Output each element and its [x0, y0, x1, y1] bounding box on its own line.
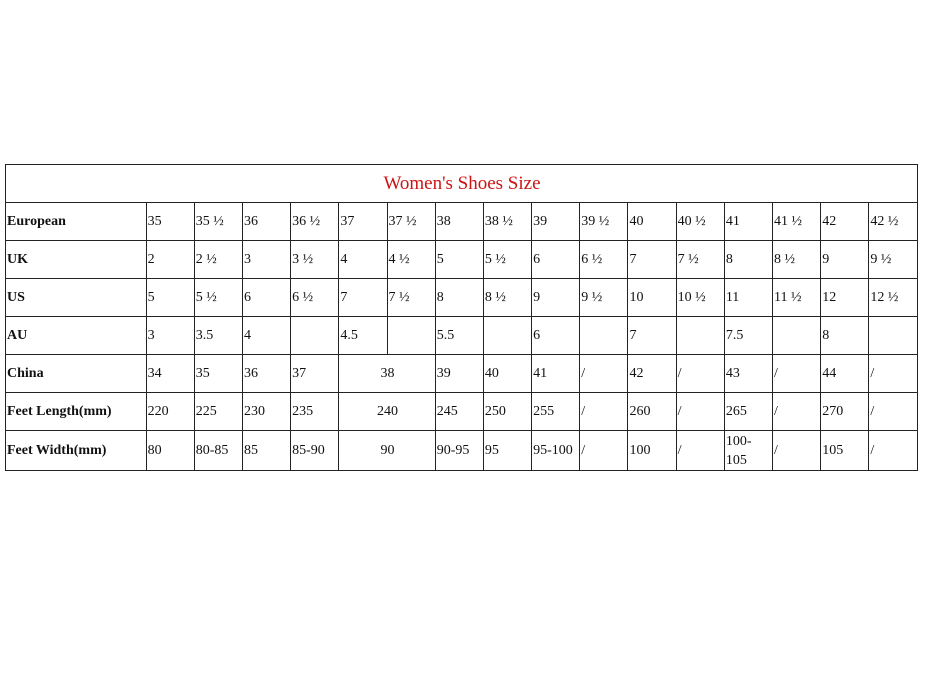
table-cell: / — [676, 431, 724, 471]
table-cell: 8 ½ — [773, 241, 821, 279]
table-cell: 5 — [146, 279, 194, 317]
table-cell: 39 ½ — [580, 203, 628, 241]
table-cell — [676, 317, 724, 355]
table-row-european — [6, 203, 918, 241]
table-cell: 4 — [339, 241, 387, 279]
table-cell: 8 — [724, 241, 772, 279]
table-cell: / — [773, 431, 821, 471]
table-cell: 2 — [146, 241, 194, 279]
table-cell: 95-100 — [532, 431, 580, 471]
table-title: Women's Shoes Size — [6, 165, 918, 203]
table-cell: 8 ½ — [483, 279, 531, 317]
table-cell: 5 ½ — [194, 279, 242, 317]
shoe-size-table — [5, 164, 918, 471]
table-cell: 41 — [724, 203, 772, 241]
row-header-feet-width: Feet Width(mm) — [6, 431, 147, 471]
table-cell: 6 — [242, 279, 290, 317]
table-cell: 7 — [339, 279, 387, 317]
table-cell: 235 — [291, 393, 339, 431]
table-cell: 36 ½ — [291, 203, 339, 241]
table-cell: 265 — [724, 393, 772, 431]
row-header-european: European — [6, 203, 147, 241]
table-cell: 255 — [532, 393, 580, 431]
table-cell — [773, 317, 821, 355]
table-cell: / — [773, 393, 821, 431]
table-cell: 245 — [435, 393, 483, 431]
table-cell: 7 — [628, 317, 676, 355]
table-cell: 35 — [146, 203, 194, 241]
table-row-feet-length — [6, 393, 918, 431]
table-cell: 44 — [821, 355, 869, 393]
table-cell: 8 — [821, 317, 869, 355]
table-cell — [869, 317, 918, 355]
table-cell: 7 ½ — [387, 279, 435, 317]
table-cell: 3.5 — [194, 317, 242, 355]
table-cell: 42 — [821, 203, 869, 241]
table-cell: 40 ½ — [676, 203, 724, 241]
table-cell — [483, 317, 531, 355]
table-cell: 230 — [242, 393, 290, 431]
table-cell: 6 — [532, 241, 580, 279]
table-cell: 12 — [821, 279, 869, 317]
table-row-uk — [6, 241, 918, 279]
table-row-feet-width — [6, 431, 918, 471]
table-cell — [580, 317, 628, 355]
table-cell: 220 — [146, 393, 194, 431]
table-cell: 41 — [532, 355, 580, 393]
table-row-us — [6, 279, 918, 317]
table-cell: 225 — [194, 393, 242, 431]
table-cell: 42 — [628, 355, 676, 393]
table-cell: / — [580, 393, 628, 431]
table-cell: 38 — [339, 355, 435, 393]
table-cell: / — [676, 393, 724, 431]
table-cell: / — [580, 431, 628, 471]
table-cell: 7 — [628, 241, 676, 279]
table-cell: 105 — [821, 431, 869, 471]
table-cell: 38 ½ — [483, 203, 531, 241]
title-row — [6, 165, 918, 203]
table-cell: 10 — [628, 279, 676, 317]
row-header-au: AU — [6, 317, 147, 355]
table-cell: 40 — [483, 355, 531, 393]
table-cell: 6 — [532, 317, 580, 355]
table-cell: 7.5 — [724, 317, 772, 355]
table-row-au — [6, 317, 918, 355]
row-header-china: China — [6, 355, 147, 393]
table-cell: 5.5 — [435, 317, 483, 355]
table-cell: 95 — [483, 431, 531, 471]
table-cell: 4 — [242, 317, 290, 355]
table-cell: / — [773, 355, 821, 393]
table-cell: 80-85 — [194, 431, 242, 471]
table-cell: 38 — [435, 203, 483, 241]
table-cell: 85-90 — [291, 431, 339, 471]
table-cell: / — [869, 355, 918, 393]
table-cell: 2 ½ — [194, 241, 242, 279]
table-cell: 9 ½ — [869, 241, 918, 279]
table-cell: 37 — [291, 355, 339, 393]
table-cell: / — [869, 393, 918, 431]
table-cell: 270 — [821, 393, 869, 431]
table-cell: 250 — [483, 393, 531, 431]
table-cell: 9 — [532, 279, 580, 317]
table-cell: 7 ½ — [676, 241, 724, 279]
table-row-china — [6, 355, 918, 393]
table-cell: 11 — [724, 279, 772, 317]
table-cell: 100-105 — [724, 431, 772, 471]
table-cell — [291, 317, 339, 355]
table-cell: 35 ½ — [194, 203, 242, 241]
table-cell: 36 — [242, 203, 290, 241]
table-cell: 39 — [435, 355, 483, 393]
table-cell: 12 ½ — [869, 279, 918, 317]
table-cell: / — [869, 431, 918, 471]
table-cell: 9 ½ — [580, 279, 628, 317]
table-cell: 3 — [146, 317, 194, 355]
table-cell: 260 — [628, 393, 676, 431]
table-cell: 40 — [628, 203, 676, 241]
table-cell: 4.5 — [339, 317, 387, 355]
table-cell: 6 ½ — [580, 241, 628, 279]
table-cell: 80 — [146, 431, 194, 471]
table-cell: 10 ½ — [676, 279, 724, 317]
table-cell: 37 ½ — [387, 203, 435, 241]
table-cell: 35 — [194, 355, 242, 393]
table-cell: 100 — [628, 431, 676, 471]
table-cell: 3 — [242, 241, 290, 279]
row-header-us: US — [6, 279, 147, 317]
table-cell: 9 — [821, 241, 869, 279]
table-cell — [387, 317, 435, 355]
table-cell: 43 — [724, 355, 772, 393]
table-cell: 39 — [532, 203, 580, 241]
table-cell: 90 — [339, 431, 435, 471]
table-cell: 8 — [435, 279, 483, 317]
table-cell: 4 ½ — [387, 241, 435, 279]
table-cell: 85 — [242, 431, 290, 471]
table-cell: 36 — [242, 355, 290, 393]
table-cell: / — [580, 355, 628, 393]
row-header-uk: UK — [6, 241, 147, 279]
table-cell: 5 ½ — [483, 241, 531, 279]
table-cell: 240 — [339, 393, 435, 431]
table-cell: 34 — [146, 355, 194, 393]
table-cell: 41 ½ — [773, 203, 821, 241]
table-cell: 6 ½ — [291, 279, 339, 317]
table-cell: 11 ½ — [773, 279, 821, 317]
table-cell: 90-95 — [435, 431, 483, 471]
table-cell: 37 — [339, 203, 387, 241]
row-header-feet-length: Feet Length(mm) — [6, 393, 147, 431]
table-cell: 42 ½ — [869, 203, 918, 241]
table-cell: 5 — [435, 241, 483, 279]
table-cell: / — [676, 355, 724, 393]
table-cell: 3 ½ — [291, 241, 339, 279]
